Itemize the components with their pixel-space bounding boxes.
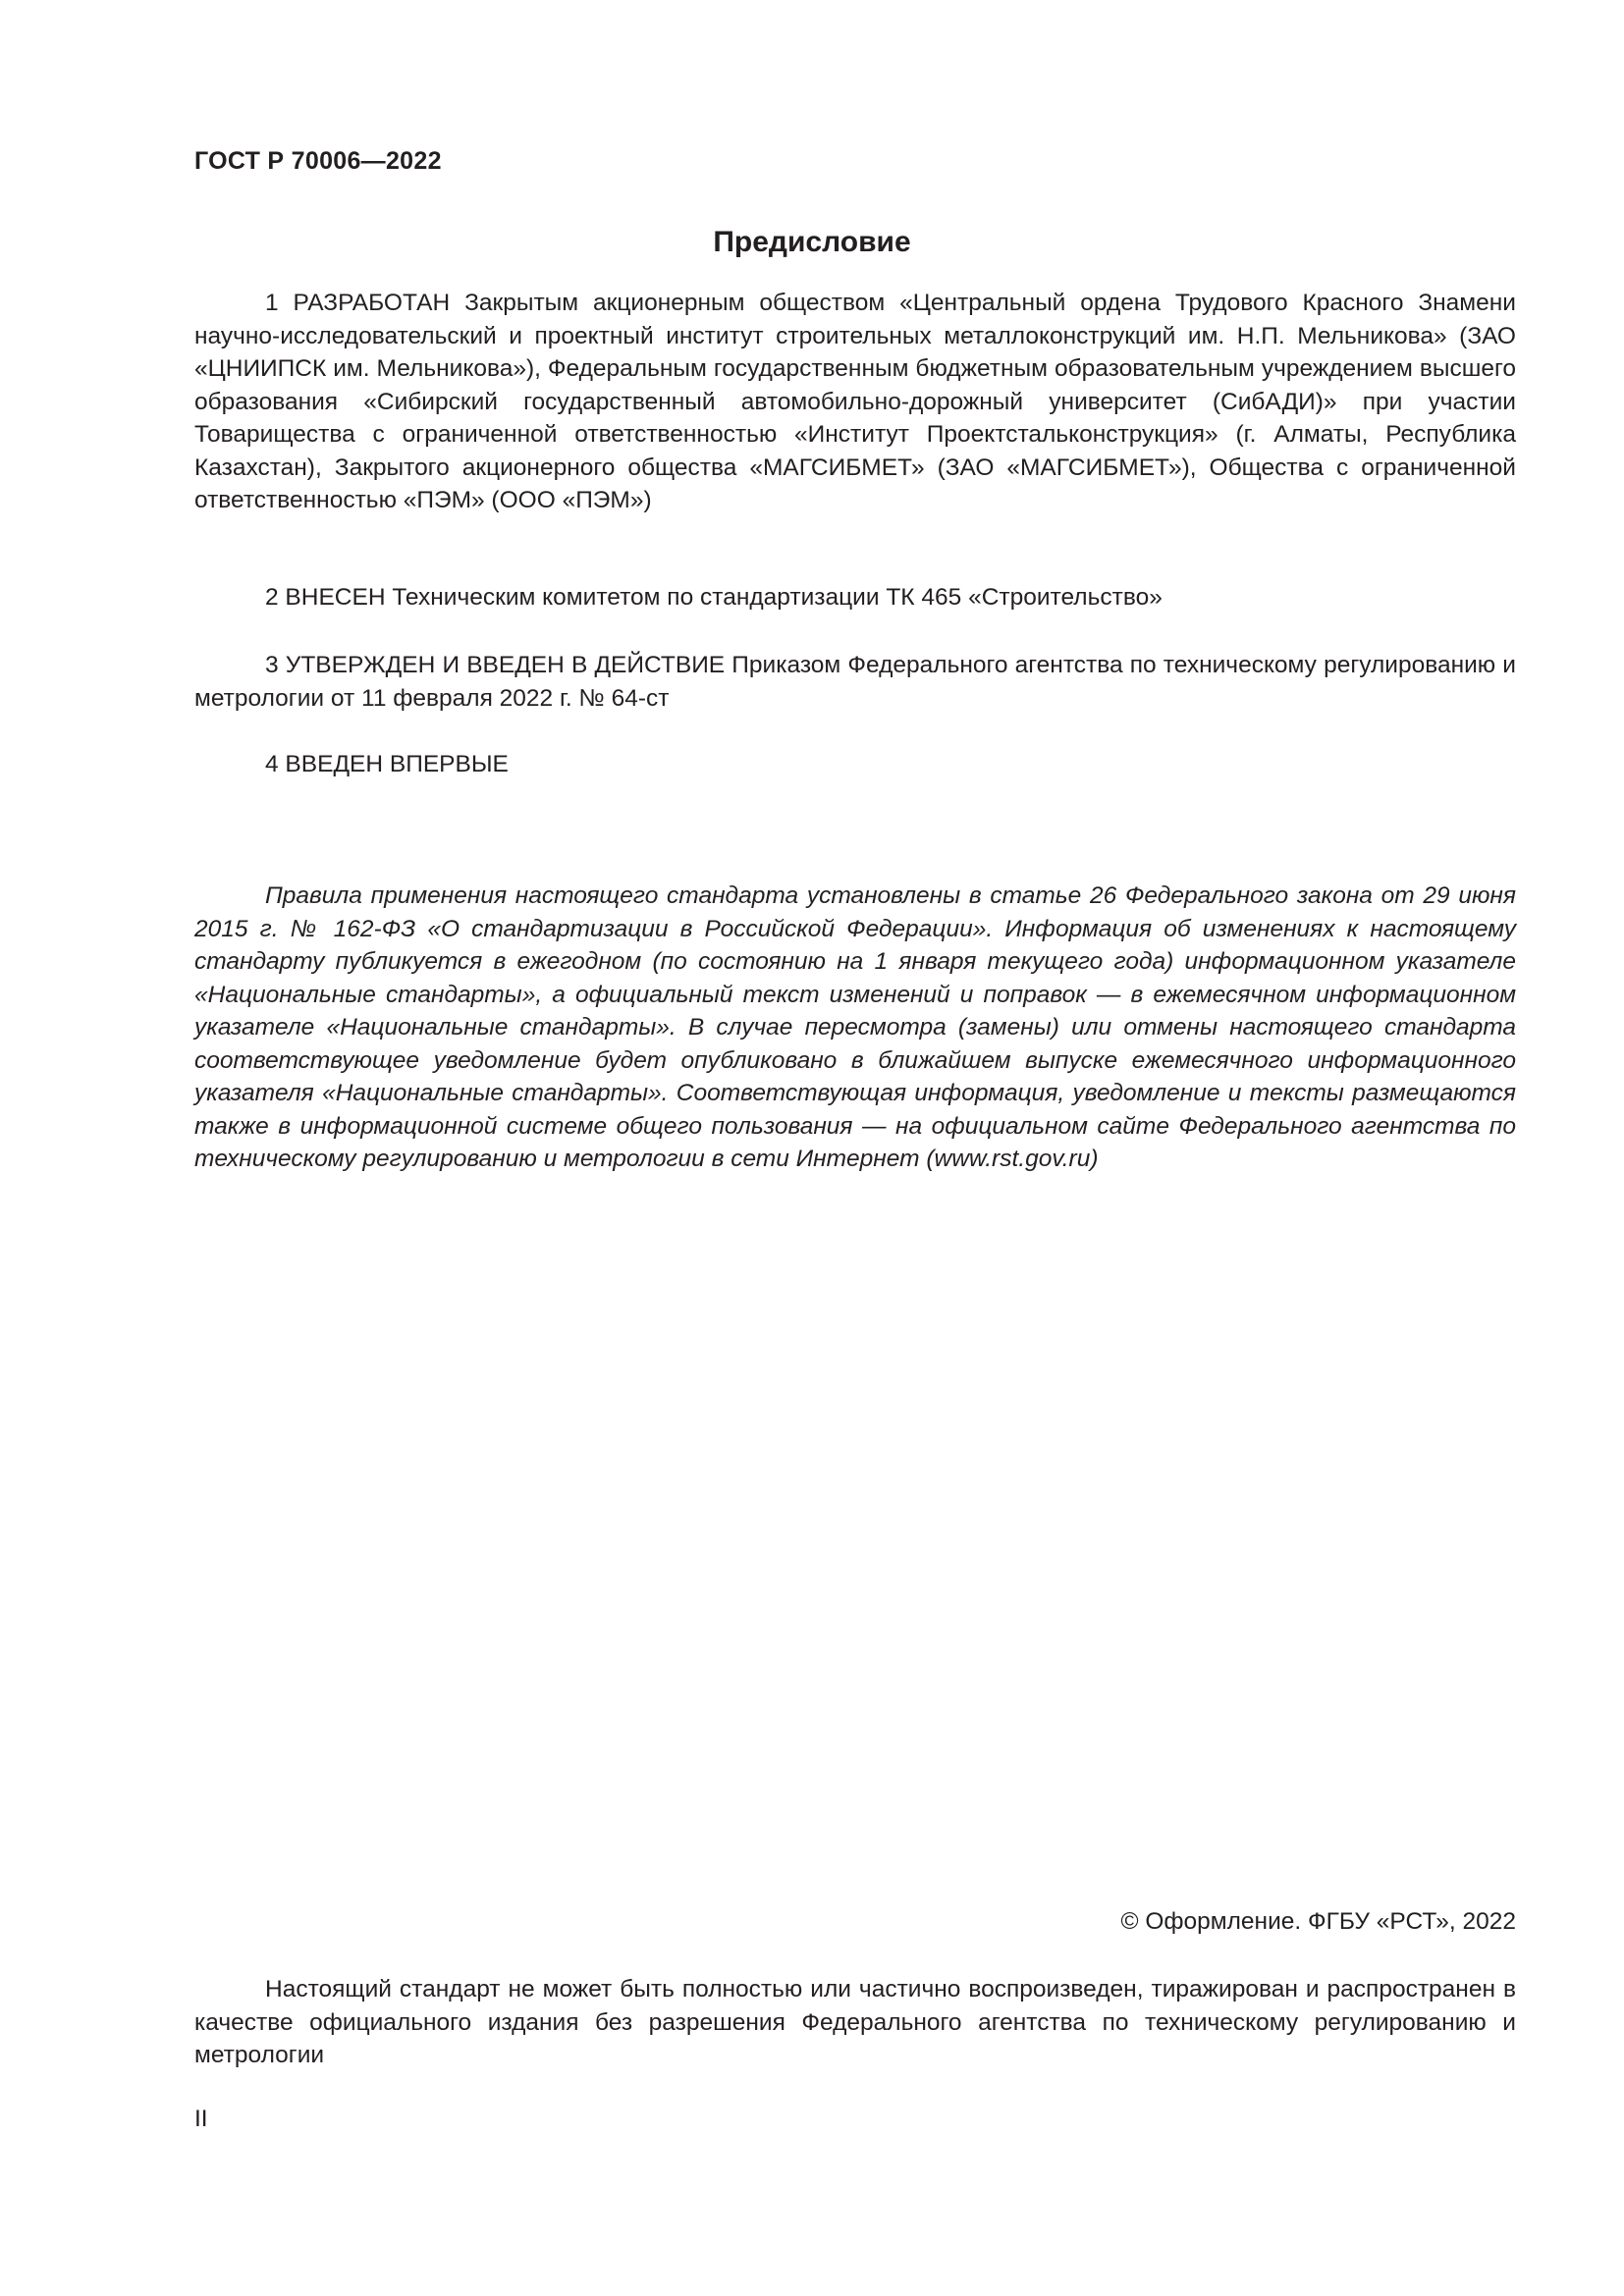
foreword-item-4-text: 4 ВВЕДЕН ВПЕРВЫЕ — [265, 751, 509, 777]
rules-notice — [194, 880, 1516, 1176]
standard-code-header: ГОСТ Р 70006—2022 — [194, 147, 442, 175]
foreword-item-2 — [194, 581, 1516, 614]
foreword-item-1 — [194, 287, 1516, 517]
copyright-line: © Оформление. ФГБУ «РСТ», 2022 — [1120, 1908, 1516, 1935]
foreword-item-3-text: 3 УТВЕРЖДЕН И ВВЕДЕН В ДЕЙСТВИЕ Приказом Федерального агентства по техническому регулированию и метрологии от 11 февраля 2022 г. № 64-ст — [194, 652, 1516, 712]
reproduction-notice — [194, 1973, 1516, 2072]
foreword-item-2-text: 2 ВНЕСЕН Техническим комитетом по стандартизации ТК 465 «Строительство» — [265, 584, 1163, 611]
page-number: II — [194, 2106, 208, 2132]
page-title: Предисловие — [713, 226, 911, 258]
foreword-item-1-text: 1 РАЗРАБОТАН Закрытым акционерным обществом «Центральный ордена Трудового Красного Знамени научно-исследовательский и проектный институт строительных металлоконструкций им. Н.П. Мельникова» (ЗАО «ЦНИИПСК им. Мельникова»), Федеральным государственным бюджетным образовательным учреждением высшего образования «Сибирский государственный автомобильно-дорожный университет (СибАДИ)» при участии Товарищества с ограниченной ответственностью «Институт Проектстальконструкция» (г. Алматы, Республика Казахстан), Закрытого акционерного общества «МАГСИБМЕТ» (ЗАО «МАГСИБМЕТ»), Общества с ограниченной ответственностью «ПЭМ» (ООО «ПЭМ») — [194, 290, 1516, 513]
foreword-item-3 — [194, 649, 1516, 715]
foreword-item-4 — [194, 748, 1516, 781]
rules-notice-text: Правила применения настоящего стандарта установлены в статье 26 Федерального закона от 29 июня 2015 г. № 162-ФЗ «О стандартизации в Российской Федерации». Информация об изменениях к настоящему стандарту публикуется в ежегодном (по состоянию на 1 января текущего года) информационном указателе «Национальные стандарты», а официальный текст изменений и поправок — в ежемесячном информационном указателе «Национальные стандарты». В случае пересмотра (замены) или отмены настоящего стандарта соответствующее уведомление будет опубликовано в ближайшем выпуске ежемесячного информационного указателя «Национальные стандарты». Соответствующая информация, уведомление и тексты размещаются также в информационной системе общего пользования — на официальном сайте Федерального агентства по техническому регулированию и метрологии в сети Интернет (www.rst.gov.ru) — [194, 882, 1516, 1172]
reproduction-notice-text: Настоящий стандарт не может быть полностью или частично воспроизведен, тиражирован и распространен в качестве официального издания без разрешения Федерального агентства по техническому регулированию и метрологии — [194, 1976, 1516, 2068]
